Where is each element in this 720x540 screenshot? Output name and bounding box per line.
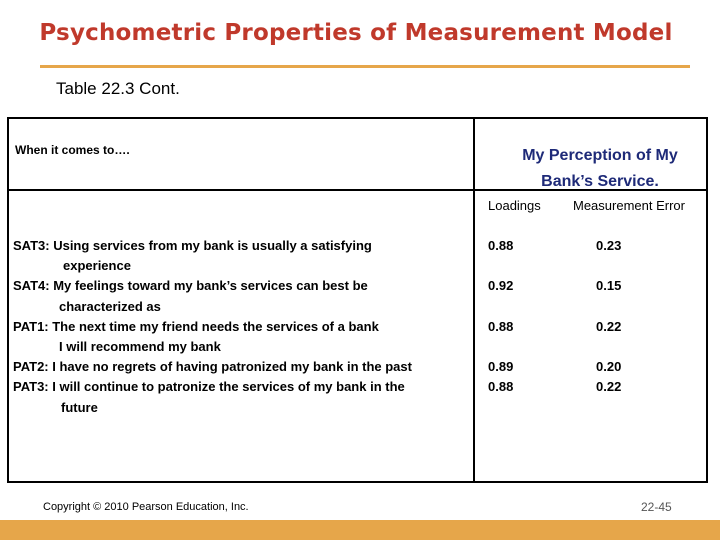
item-list bbox=[13, 236, 463, 418]
item-text-continuation: future bbox=[61, 399, 98, 415]
error-value-sat4: 0.15 bbox=[596, 278, 622, 294]
loading-value-pat3: 0.88 bbox=[488, 379, 514, 395]
slide-title: Psychometric Properties of Measurement Model bbox=[39, 20, 673, 46]
table-column-divider bbox=[473, 118, 475, 482]
item-text-line: SAT3: Using services from my bank is usually a satisfying bbox=[13, 238, 372, 253]
table-caption: Table 22.3 Cont. bbox=[56, 79, 180, 98]
loadings-values bbox=[488, 236, 513, 398]
loadings-column-header: Loadings bbox=[488, 198, 541, 213]
item-text-continuation: characterized as bbox=[59, 298, 161, 314]
item-text-line: PAT1: The next time my friend needs the services of a bank bbox=[13, 318, 379, 334]
right-header-line2: Bank’s Service. bbox=[541, 173, 659, 190]
item-pat1 bbox=[13, 317, 463, 357]
measurement-error-column-header: Measurement Error bbox=[573, 198, 685, 213]
bottom-accent-band bbox=[0, 520, 720, 540]
left-column-header: When it comes to…. bbox=[15, 143, 130, 157]
loading-value-sat3: 0.88 bbox=[488, 238, 514, 253]
right-header-line1: My Perception of My bbox=[522, 147, 678, 164]
item-text-line: PAT3: I will continue to patronize the services of my bank in the bbox=[13, 379, 405, 395]
item-pat3 bbox=[13, 377, 463, 417]
item-text-line: SAT4: My feelings toward my bank’s services can best be bbox=[13, 278, 368, 294]
loading-value-pat2: 0.89 bbox=[488, 359, 514, 375]
copyright-notice: Copyright © 2010 Pearson Education, Inc. bbox=[43, 501, 249, 513]
page-number: 22-45 bbox=[641, 500, 672, 514]
error-value-sat3: 0.23 bbox=[596, 238, 622, 253]
error-values bbox=[596, 236, 621, 398]
item-text-continuation: I will recommend my bank bbox=[59, 339, 221, 355]
item-sat4 bbox=[13, 276, 463, 316]
item-sat3 bbox=[13, 236, 463, 276]
error-value-pat2: 0.20 bbox=[596, 359, 622, 375]
error-value-pat3: 0.22 bbox=[596, 379, 622, 395]
error-value-pat1: 0.22 bbox=[596, 318, 622, 334]
loading-value-sat4: 0.92 bbox=[488, 278, 514, 294]
loading-value-pat1: 0.88 bbox=[488, 318, 514, 334]
item-text-continuation: experience bbox=[63, 258, 131, 274]
title-underline bbox=[40, 65, 690, 68]
item-pat2 bbox=[13, 357, 463, 377]
item-text-line: PAT2: I have no regrets of having patronized my bank in the past bbox=[13, 359, 412, 375]
right-column-header bbox=[500, 143, 700, 195]
